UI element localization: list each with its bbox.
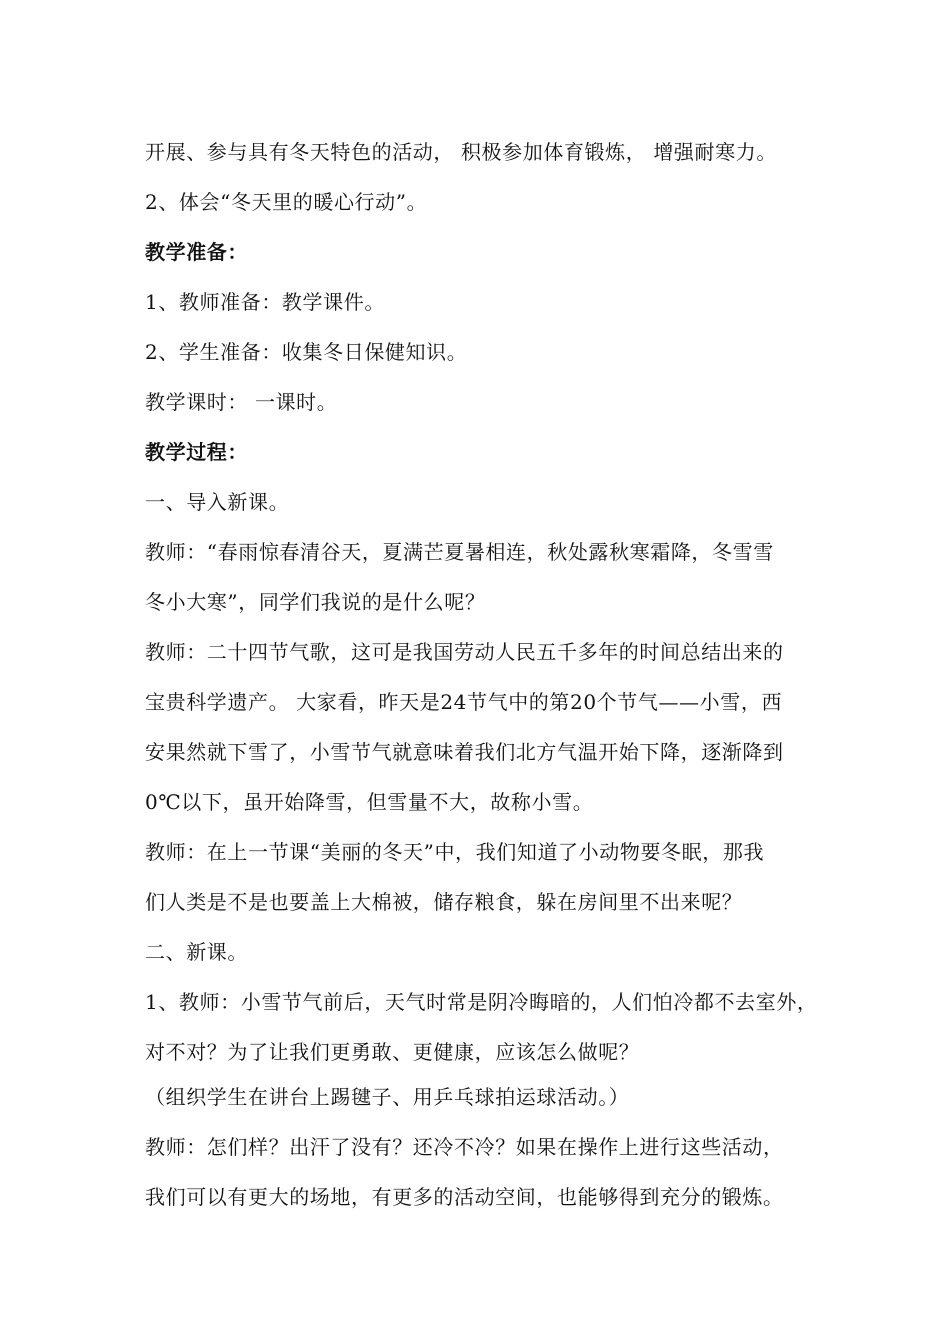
paragraph-line: 冬小大寒”，同学们我说的是什么呢？ (145, 590, 486, 614)
section-heading-preparation: 教学准备： (145, 240, 248, 264)
subsection-heading-intro: 一、导入新课。 (145, 490, 290, 514)
paragraph-line: 1、教师：小雪节气前后，天气时常是阴冷晦暗的，人们怕冷都不去室外， (145, 990, 818, 1014)
paragraph-line: 教师：二十四节气歌，这可是我国劳动人民五千多年的时间总结出来的 (145, 640, 784, 664)
paragraph-line: 我们可以有更大的场地，有更多的活动空间，也能够得到充分的锻炼。 (145, 1185, 784, 1209)
lesson-duration: 教学课时： 一课时。 (145, 390, 338, 414)
section-heading-process: 教学过程： (145, 440, 248, 464)
paragraph-line: 开展、参与具有冬天特色的活动， 积极参加体育锻炼， 增强耐寒力。 (145, 140, 777, 164)
paragraph-line: 教师：在上一节课“美丽的冬天”中，我们知道了小动物要冬眠，那我 (145, 840, 765, 864)
goal-item-2: 2、体会“冬天里的暖心行动”。 (145, 190, 428, 214)
preparation-item-2: 2、学生准备：收集冬日保健知识。 (145, 340, 468, 364)
paragraph-line: 们人类是不是也要盖上大棉被，储存粮食，躲在房间里不出来呢？ (145, 890, 743, 914)
paragraph-line: 教师：怎们样？出汗了没有？还冷不冷？如果在操作上进行这些活动， (145, 1135, 784, 1159)
paragraph-line: 安果然就下雪了，小雪节气就意味着我们北方气温开始下降，逐渐降到 (145, 740, 784, 764)
paragraph-line: 教师：“春雨惊春清谷天，夏满芒夏暑相连，秋处露秋寒霜降，冬雪雪 (145, 540, 774, 564)
paragraph-line: （组织学生在讲台上踢毽子、用乒乓球拍运球活动。） (145, 1085, 630, 1109)
subsection-heading-new-lesson: 二、新课。 (145, 940, 248, 964)
paragraph-line: 对不对？为了让我们更勇敢、更健康，应该怎么做呢？ (145, 1040, 640, 1064)
paragraph-line: 宝贵科学遗产。 大家看，昨天是24节气中的第20个节气——小雪，西 (145, 690, 783, 714)
preparation-item-1: 1、教师准备：教学课件。 (145, 290, 385, 314)
paragraph-line: 0℃以下，虽开始降雪，但雪量不大，故称小雪。 (145, 790, 594, 814)
